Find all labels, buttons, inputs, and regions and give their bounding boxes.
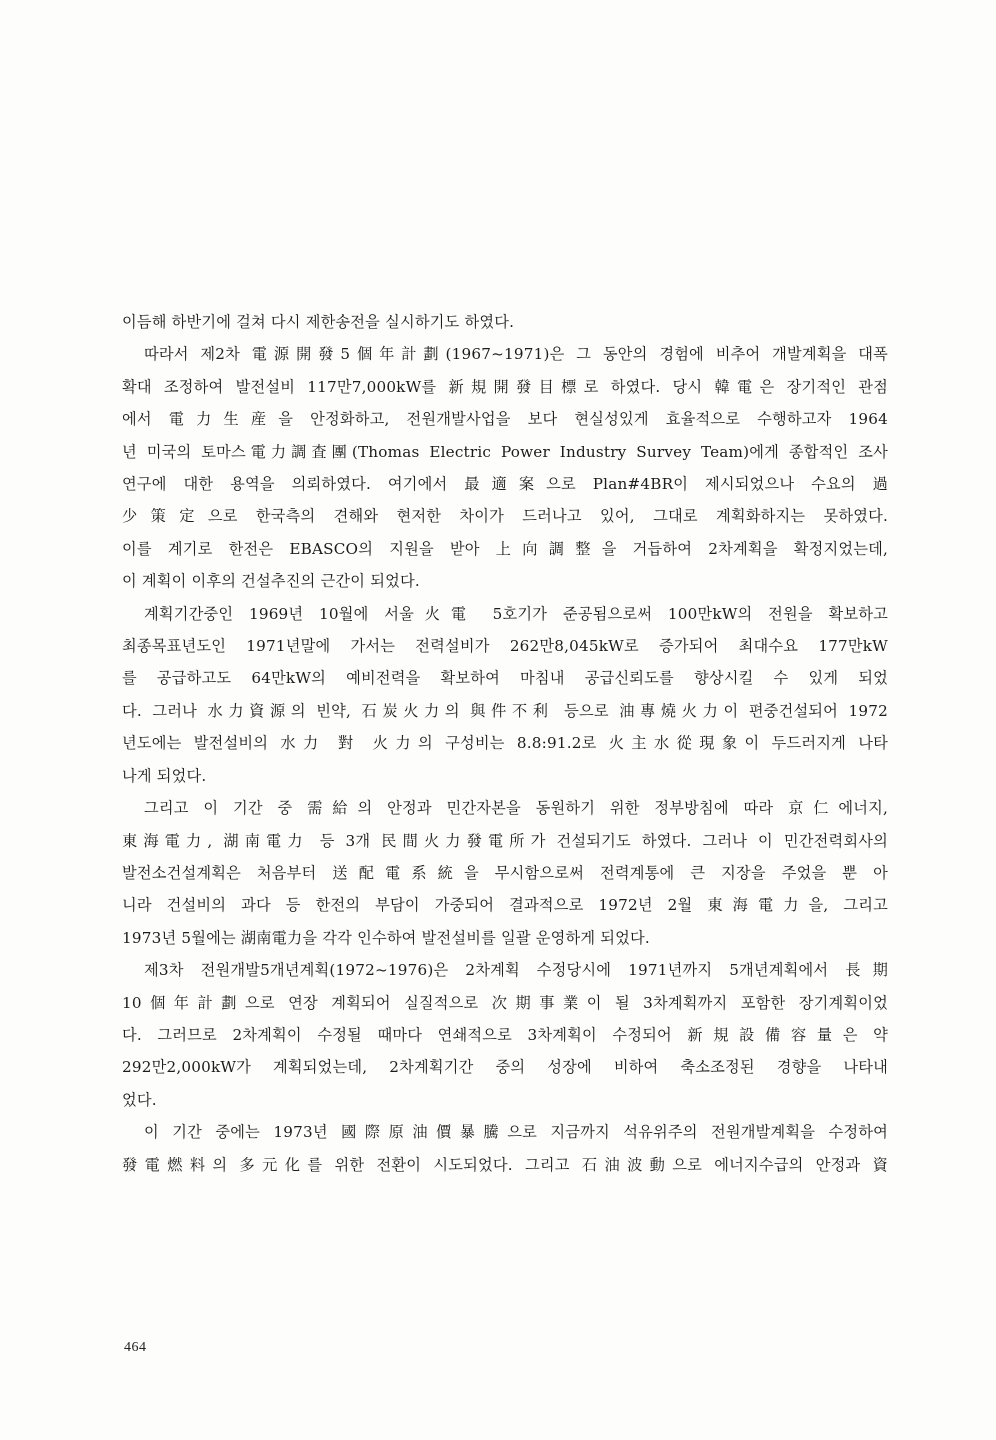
text-line: 이듬해 하반기에 걸쳐 다시 제한송전을 실시하기도 하였다. [122, 313, 515, 331]
text-line: 연구에 대한 용역을 의뢰하였다. 여기에서 最適案으로 Plan#4BR이 제시되었으나 수요의 過 [122, 475, 888, 494]
text-line: 이를 계기로 한전은 EBASCO의 지원을 받아 上向調整을 거듭하여 2차계획을 확정지었는데, [122, 539, 888, 558]
text-line: 년도에는 발전설비의 水力 對 火力의 구성비는 8.8:91.2로 火主水從現象이 두드러지게 나타 [122, 734, 888, 753]
text-line: 따라서 제2차 電源開發5個年計劃(1967~1971)은 그 동안의 경험에 비추어 개발계획을 대폭 [144, 345, 888, 364]
text-line: 다. 그러나 水力資源의 빈약, 石炭火力의 與件不利 등으로 油專燒火力이 편중건설되어 1972 [122, 701, 888, 720]
text-line: 東海電力, 湖南電力 등 3개 民間火力發電所가 건설되기도 하였다. 그러나 이 민간전력회사의 [122, 831, 888, 850]
text-line: 었다. [122, 1090, 157, 1109]
text-line: 1973년 5월에는 湖南電力을 각각 인수하여 발전설비를 일괄 운영하게 되었다. [122, 928, 650, 947]
text-line: 그리고 이 기간 중 需給의 안정과 민간자본을 동원하기 위한 정부방침에 따라 京仁에너지, [144, 799, 888, 818]
text-line: 에서 電力生産을 안정화하고, 전원개발사업을 보다 현실성있게 효율적으로 수행하고자 1964 [122, 410, 888, 429]
text-line: 계획기간중인 1969년 10월에 서울火電 5호기가 준공됨으로써 100만kW의 전원을 확보하고 [144, 604, 888, 623]
body-text [122, 306, 888, 1181]
text-line: 나게 되었다. [122, 766, 207, 785]
text-line: 발전소건설계획은 처음부터 送配電系統을 무시함으로써 전력계통에 큰 지장을 주었을 뿐 아 [122, 863, 888, 882]
text-line: 니라 건설비의 과다 등 한전의 부담이 가중되어 결과적으로 1972년 2월 東海電力을, 그리고 [122, 896, 888, 915]
text-line: 292만2,000kW가 계획되었는데, 2차계획기간 중의 성장에 비하여 축소조정된 경향을 나타내 [122, 1058, 888, 1077]
text-line: 년 미국의 토마스電力調査團(Thomas Electric Power Industry Survey Team)에게 종합적인 조사 [122, 442, 888, 461]
page-number: 464 [124, 1340, 147, 1355]
text-line: 를 공급하고도 64만kW의 예비전력을 확보하여 마침내 공급신뢰도를 향상시킬 수 있게 되었 [122, 669, 888, 688]
text-line: 發電燃料의 多元化를 위한 전환이 시도되었다. 그리고 石油波動으로 에너지수급의 안정과 資 [122, 1155, 888, 1174]
text-line: 이 기간 중에는 1973년 國際原油價暴騰으로 지금까지 석유위주의 전원개발계획을 수정하여 [144, 1123, 888, 1142]
text-line: 10個年計劃으로 연장 계획되어 실질적으로 次期事業이 될 3차계획까지 포함한 장기계획이었 [122, 993, 888, 1012]
text-line: 이 계획이 이후의 건설추진의 근간이 되었다. [122, 572, 420, 591]
text-line: 少策定으로 한국측의 견해와 현저한 차이가 드러나고 있어, 그대로 계획화하지는 못하였다. [122, 507, 888, 526]
text-line: 확대 조정하여 발전설비 117만7,000kW를 新規開發目標로 하였다. 당시 韓電은 장기적인 관점 [122, 377, 888, 396]
text-line: 다. 그러므로 2차계획이 수정될 때마다 연쇄적으로 3차계획이 수정되어 新規設備容量은 약 [122, 1025, 888, 1044]
text-line: 최종목표년도인 1971년말에 가서는 전력설비가 262만8,045kW로 증가되어 최대수요 177만kW [122, 637, 888, 656]
text-line: 제3차 전원개발5개년계획(1972~1976)은 2차계획 수정당시에 1971년까지 5개년계획에서 長期 [144, 961, 888, 980]
